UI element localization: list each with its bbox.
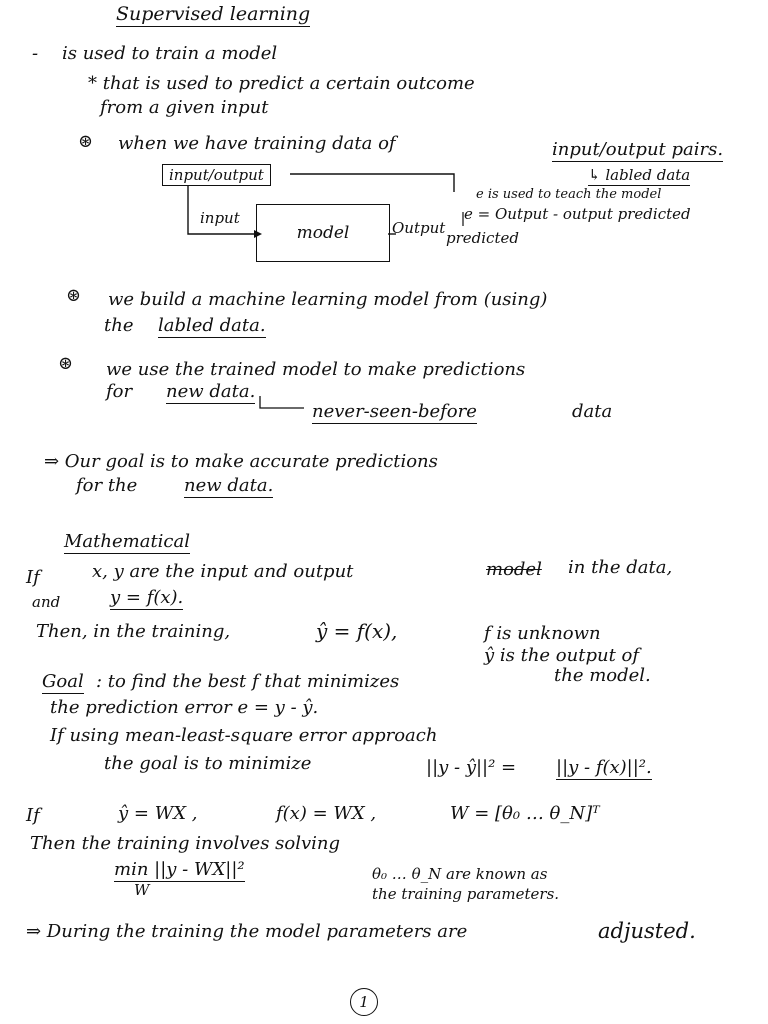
bullet-3-line-1: we use the trained model to make predictions <box>106 359 526 380</box>
bullet-2-line-1: we build a machine learning model from (using) <box>108 289 548 310</box>
goal-line-2-pre: for the <box>76 475 138 496</box>
math-minimize: min ||y - WX||² <box>114 859 245 880</box>
math-yhat-eq: ŷ = f(x), <box>316 619 398 643</box>
model-box <box>256 204 390 262</box>
math-prediction-error: the prediction error e = y - ŷ. <box>50 697 319 718</box>
math-y-eq-fx: y = f(x). <box>110 587 184 608</box>
error-note-2: e = Output - output predicted <box>464 205 691 223</box>
goal-line-1: ⇒ Our goal is to make accurate predictions <box>44 451 438 472</box>
output-label: Output <box>392 219 446 237</box>
labled-data-annotation: ↳ labled data <box>588 166 691 184</box>
math-fx-wx: f(x) = WX , <box>276 803 377 824</box>
math-w-def: W = [θ₀ … θ_N]ᵀ <box>450 803 600 824</box>
intro-line-1: is used to train a model <box>62 43 278 64</box>
error-note-1: e is used to teach the model <box>476 187 662 202</box>
math-then-2: Then the training involves solving <box>30 833 341 854</box>
page-title: Supervised learning <box>116 3 311 25</box>
input-label: input <box>200 209 240 227</box>
math-norm-eq-a: ||y - ŷ||² = <box>426 757 517 778</box>
bullet-3-line-2-pre: for <box>106 381 133 402</box>
never-seen-data: data <box>572 401 613 422</box>
math-yhat-desc-2: the model. <box>554 665 651 686</box>
math-heading: Mathematical <box>64 531 190 552</box>
math-f-unknown: f is unknown <box>484 623 601 644</box>
math-norm-eq-b: ||y - f(x)||². <box>556 757 652 778</box>
math-if-2: If <box>26 805 40 826</box>
bullet-marker-2: ⊛ <box>66 285 82 306</box>
math-min-subscript: W <box>134 881 150 899</box>
page-number <box>350 988 378 1016</box>
bullet-2-labled-data: labled data. <box>158 315 266 336</box>
page-number-value: 1 <box>359 993 369 1011</box>
math-if-1-strike: model <box>486 559 542 580</box>
math-goal-text: : to find the best f that minimizes <box>96 671 400 692</box>
never-seen-before: never-seen-before <box>312 401 477 422</box>
math-goal-minimize: the goal is to minimize <box>104 753 312 774</box>
bullet-3-new-data: new data. <box>166 381 256 402</box>
math-if-1: If <box>26 567 40 588</box>
bullet-2-line-2-pre: the <box>104 315 134 336</box>
math-adjusted: adjusted. <box>598 919 696 943</box>
model-label: model <box>296 223 350 243</box>
bullet-1-text: when we have training data of <box>118 133 396 154</box>
intro-line-3: from a given input <box>100 97 269 118</box>
intro-dash: - <box>32 43 39 64</box>
intro-line-2: * that is used to predict a certain outcome <box>88 73 475 94</box>
math-goal-label: Goal <box>42 671 84 692</box>
math-and: and <box>32 593 61 611</box>
math-if-using: If using mean-least-square error approach <box>50 725 438 746</box>
math-theta-line-1: θ₀ … θ_N are known as <box>372 865 548 883</box>
goal-new-data: new data. <box>184 475 274 496</box>
math-yhat-desc-1: ŷ is the output of <box>484 645 640 666</box>
math-if-1-text: x, y are the input and output <box>92 561 354 582</box>
predicted-label: predicted <box>446 229 519 247</box>
bullet-marker-3: ⊛ <box>58 353 74 374</box>
input-output-box: input/output <box>162 164 271 186</box>
math-if-1-tail: in the data, <box>568 557 673 578</box>
bullet-1-pairs: input/output pairs. <box>552 139 724 160</box>
math-during: ⇒ During the training the model parameters are <box>26 921 468 942</box>
bullet-marker-1: ⊛ <box>78 131 94 152</box>
math-yhat-wx: ŷ = WX , <box>118 803 198 824</box>
math-theta-line-2: the training parameters. <box>372 885 560 903</box>
math-then-1: Then, in the training, <box>36 621 231 642</box>
